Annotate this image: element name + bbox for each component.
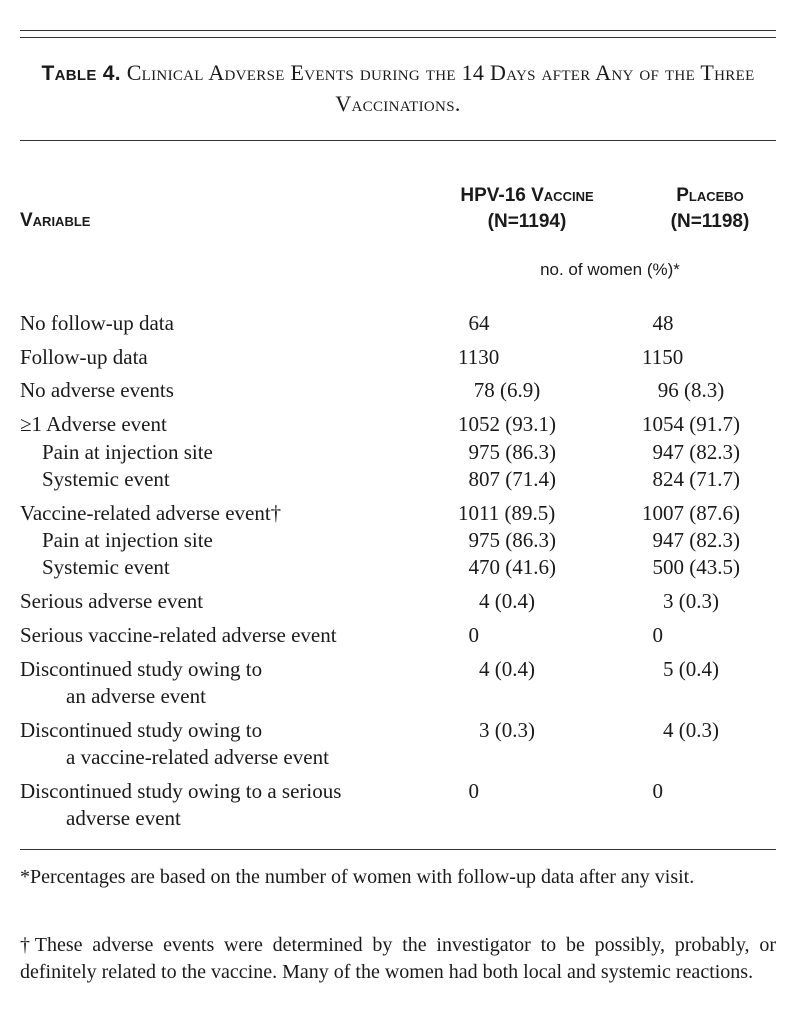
top-rule <box>20 30 776 31</box>
placebo-value: 96 (8.3) <box>642 378 725 402</box>
row-label-line2: adverse event <box>66 806 181 830</box>
row-label-line1: Discontinued study owing to a serious <box>20 779 342 803</box>
vaccine-value: 78 (6.9) <box>458 378 541 402</box>
vaccine-header-n: (N=1194) <box>487 211 567 232</box>
footnote-star: *Percentages are based on the number of women with follow-up data after any visit. <box>20 866 695 888</box>
row-label: Pain at injection site <box>42 528 213 552</box>
row-label-line1: Discontinued study owing to <box>20 657 263 681</box>
vaccine-value: 4 (0.4) <box>458 657 535 681</box>
top-rule-inner <box>20 37 776 38</box>
row-label: Serious adverse event <box>20 589 204 613</box>
row-label <box>20 778 341 832</box>
header-rule <box>20 140 776 141</box>
placebo-value: 947 (82.3) <box>642 528 740 552</box>
row-label: Serious vaccine-related adverse event <box>20 623 337 647</box>
vaccine-value: 807 (71.4) <box>458 467 556 491</box>
vaccine-value: 0 <box>458 779 479 803</box>
placebo-header-n: (N=1198) <box>670 211 750 232</box>
placebo-value: 4 (0.3) <box>642 718 719 742</box>
vaccine-value: 1052 (93.1) <box>458 412 556 436</box>
row-label <box>20 717 329 771</box>
row-label-line2: a vaccine-related adverse event <box>66 745 329 769</box>
placebo-value: 5 (0.4) <box>642 657 719 681</box>
placebo-value: 1054 (91.7) <box>642 412 740 436</box>
placebo-value: 0 <box>642 779 663 803</box>
placebo-value: 500 (43.5) <box>642 555 740 579</box>
row-label: Systemic event <box>42 555 170 579</box>
placebo-value: 3 (0.3) <box>642 589 719 613</box>
vaccine-value: 0 <box>458 623 479 647</box>
row-label: Pain at injection site <box>42 440 213 464</box>
footnote-dagger: †These adverse events were determined by the investigator to be possibly, probably, or definitely related to the vaccine. Many of the women had both local and systemic reactions. <box>20 934 776 983</box>
vaccine-value: 1011 (89.5) <box>458 501 556 525</box>
vaccine-value: 975 (86.3) <box>458 440 556 464</box>
placebo-header-name: Placebo <box>676 185 744 206</box>
table-number: Table 4. <box>41 62 121 85</box>
placebo-value: 0 <box>642 623 663 647</box>
units-label: no. of women (%)* <box>540 260 680 279</box>
column-header-placebo <box>600 183 800 235</box>
vaccine-value: 975 (86.3) <box>458 528 556 552</box>
placebo-value: 824 (71.7) <box>642 467 740 491</box>
placebo-value: 1150 <box>642 345 684 369</box>
vaccine-value: 3 (0.3) <box>458 718 535 742</box>
vaccine-value: 1130 <box>458 345 500 369</box>
row-label-line2: an adverse event <box>66 684 206 708</box>
row-label: Systemic event <box>42 467 170 491</box>
vaccine-value: 4 (0.4) <box>458 589 535 613</box>
vaccine-value: 470 (41.6) <box>458 555 556 579</box>
row-label: Follow-up data <box>20 345 148 369</box>
placebo-value: 1007 (87.6) <box>642 501 740 525</box>
table-title: Clinical Adverse Events during the 14 Days after Any of the Three Vaccinations. <box>126 60 755 116</box>
footer-rule <box>20 849 776 850</box>
row-label: Vaccine-related adverse event† <box>20 501 282 525</box>
row-label: ≥1 Adverse event <box>20 412 167 436</box>
vaccine-header-name: HPV-16 Vaccine <box>460 185 594 206</box>
row-label: No follow-up data <box>20 311 174 335</box>
column-header-variable: Variable <box>20 210 91 231</box>
row-label: No adverse events <box>20 378 174 402</box>
row-label <box>20 656 262 710</box>
vaccine-value: 64 <box>458 311 490 335</box>
placebo-value: 947 (82.3) <box>642 440 740 464</box>
placebo-value: 48 <box>642 311 674 335</box>
table-caption <box>20 58 776 119</box>
row-label-line1: Discontinued study owing to <box>20 718 263 742</box>
